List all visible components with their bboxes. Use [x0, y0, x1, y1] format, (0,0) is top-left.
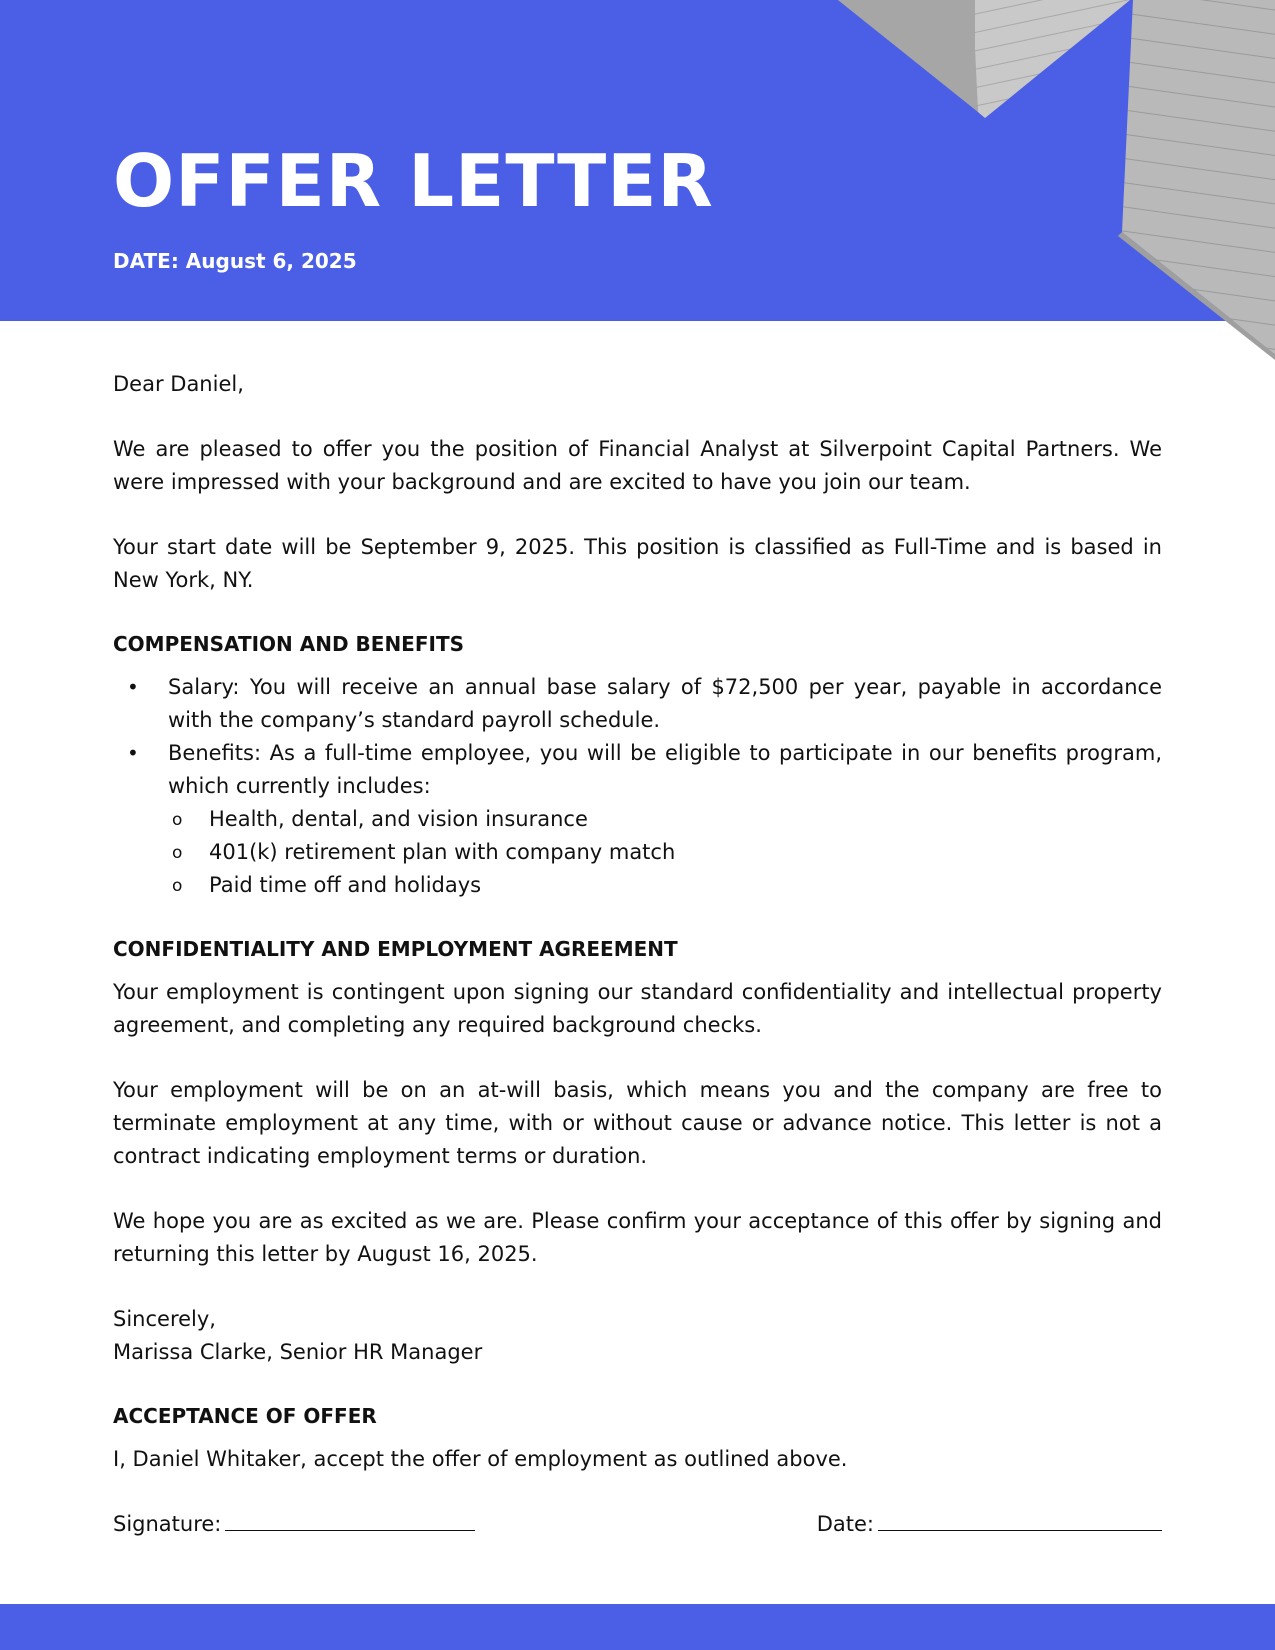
bullet-icon: •: [127, 741, 139, 765]
page-title: OFFER LETTER: [113, 139, 714, 223]
signature-field[interactable]: [113, 1508, 475, 1541]
list-item: [113, 737, 1162, 902]
circle-bullet-icon: o: [172, 810, 183, 830]
list-item: [168, 869, 1162, 902]
signature-row: [113, 1508, 1162, 1541]
benefit-item: Paid time off and holidays: [209, 873, 482, 897]
list-item: [113, 671, 1162, 737]
bullet-icon: •: [127, 675, 139, 699]
compensation-list: [113, 671, 1162, 902]
confidentiality-heading: CONFIDENTIALITY AND EMPLOYMENT AGREEMENT: [113, 937, 678, 961]
list-item: [168, 803, 1162, 836]
closing-request-paragraph: We hope you are as excited as we are. Please confirm your acceptance of this offer by signing and returning this letter by August 16, 2025.: [113, 1209, 1162, 1266]
list-item: [168, 836, 1162, 869]
date-label: Date:: [816, 1512, 874, 1536]
benefits-text: Benefits: As a full-time employee, you will be eligible to participate in our benefits program, which currently includes:: [168, 741, 1162, 798]
circle-bullet-icon: o: [172, 876, 183, 896]
signoff-block: [113, 1303, 1162, 1369]
contingent-paragraph: Your employment is contingent upon signing our standard confidentiality and intellectual property agreement, and completing any required background checks.: [113, 980, 1162, 1037]
salary-text: Salary: You will receive an annual base salary of $72,500 per year, payable in accordance with the company’s standard payroll schedule.: [168, 675, 1162, 732]
start-date-paragraph: Your start date will be September 9, 2025. This position is classified as Full-Time and is based in New York, NY.: [113, 535, 1162, 592]
greeting: Dear Daniel,: [113, 372, 244, 396]
compensation-heading: COMPENSATION AND BENEFITS: [113, 632, 464, 656]
signature-line[interactable]: [225, 1508, 475, 1531]
acceptance-date-field[interactable]: [817, 1508, 1162, 1541]
footer-band: [0, 1604, 1275, 1650]
benefit-item: Health, dental, and vision insurance: [209, 807, 588, 831]
intro-paragraph: We are pleased to offer you the position of Financial Analyst at Silverpoint Capital Partners. We were impressed with your background and are excited to have you join our team.: [113, 437, 1162, 494]
signer-name: Marissa Clarke, Senior HR Manager: [113, 1340, 483, 1364]
benefit-item: 401(k) retirement plan with company match: [209, 840, 676, 864]
at-will-paragraph: Your employment will be on an at-will basis, which means you and the company are free to terminate employment at any time, with or without cause or advance notice. This letter is not a contract indicating employment terms or duration.: [113, 1078, 1162, 1168]
letter-date: DATE: August 6, 2025: [113, 249, 357, 273]
signature-label: Signature:: [113, 1512, 222, 1536]
acceptance-statement: I, Daniel Whitaker, accept the offer of employment as outlined above.: [113, 1447, 848, 1471]
acceptance-heading: ACCEPTANCE OF OFFER: [113, 1404, 377, 1428]
letter-body: [113, 368, 1162, 1541]
signoff: Sincerely,: [113, 1307, 216, 1331]
circle-bullet-icon: o: [172, 843, 183, 863]
benefit-sublist: [168, 803, 1162, 902]
date-line[interactable]: [878, 1508, 1162, 1531]
